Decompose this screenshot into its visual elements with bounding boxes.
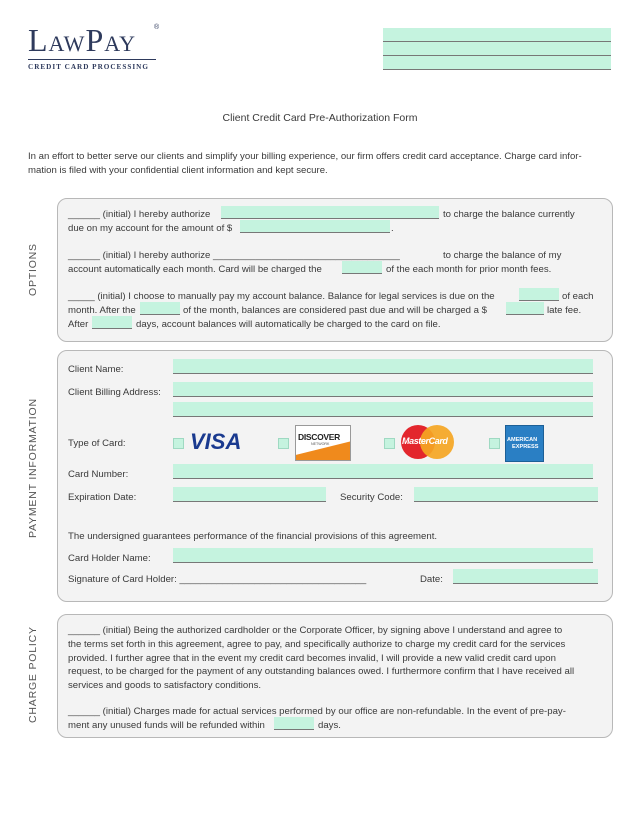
option-3-text-b: of each [562, 291, 594, 302]
policy-1-line-5: services and goods to satisfactory conditions. [68, 680, 262, 691]
option-1-amount-field[interactable] [240, 220, 390, 233]
option-1-text-a: ______ (initial) I hereby authorize [68, 209, 211, 220]
amex-text-2: EXPRESS [512, 444, 539, 450]
form-title: Client Credit Card Pre-Authorization Form [222, 112, 418, 124]
client-name-label: Client Name: [68, 364, 124, 375]
discover-checkbox[interactable] [278, 438, 289, 449]
date-label: Date: [420, 574, 443, 585]
option-3-text-c: month. After the [68, 305, 136, 316]
firm-info-field-3[interactable] [383, 56, 611, 70]
security-code-label: Security Code: [340, 492, 403, 503]
discover-logo-text: DISCOVER [298, 432, 340, 442]
option-3-text-g: days, account balances will automatically be charged to the card on file. [136, 319, 441, 330]
policy-1-line-4: request, to be charged for the payment of any outstanding balances owed. I furthermore confirm that I have received all [68, 666, 575, 677]
guarantee-text: The undersigned guarantees performance of the financial provisions of this agreement. [68, 531, 438, 542]
option-2-day-field[interactable] [342, 261, 382, 274]
amex-logo [505, 425, 544, 462]
option-1-text-b: to charge the balance currently [443, 209, 575, 220]
discover-network-text: NETWORK [311, 442, 330, 446]
option-3-text-d: of the month, balances are considered past due and will be charged a $ [183, 305, 488, 316]
policy-2-text-a: ment any unused funds will be refunded within [68, 720, 265, 731]
client-name-field[interactable] [173, 359, 593, 374]
policy-section-label: CHARGE POLICY [27, 626, 39, 723]
card-holder-name-field[interactable] [173, 548, 593, 563]
option-3-pastdue-field[interactable] [140, 302, 180, 315]
mastercard-logo [401, 425, 455, 459]
refund-days-field[interactable] [274, 717, 314, 730]
policy-1-line-3: provided. I further agree that in the event my credit card becomes invalid, I will provide a new valid credit card upon [68, 653, 556, 664]
lawpay-logo [28, 22, 168, 74]
policy-1-line-2: the terms set forth in this agreement, agree to pay, and specifically authorize to charge my credit card for the services [68, 639, 566, 650]
expiration-date-label: Expiration Date: [68, 492, 137, 503]
card-holder-name-label: Card Holder Name: [68, 553, 151, 564]
option-2-text-d: of the each month for prior month fees. [386, 264, 552, 275]
option-1-text-d: . [391, 223, 394, 234]
expiration-date-field[interactable] [173, 487, 326, 502]
option-3-latefee-field[interactable] [506, 302, 544, 315]
option-3-days-field[interactable] [92, 316, 132, 329]
discover-logo [295, 425, 351, 461]
firm-info-field-1[interactable] [383, 28, 611, 42]
option-2-text-b: to charge the balance of my [443, 250, 562, 261]
intro-line-2: mation is filed with your confidential client information and kept secure. [28, 165, 328, 176]
logo-rule [28, 59, 156, 60]
option-3-due-field[interactable] [519, 288, 559, 301]
options-section-label: OPTIONS [27, 243, 39, 296]
amex-text-1: AMERICAN [507, 437, 538, 443]
logo-registered-mark: ® [154, 24, 160, 31]
option-2-text-a: ______ (initial) I hereby authorize ___________________________________ [68, 250, 400, 261]
option-1-authorize-field[interactable] [221, 206, 439, 219]
option-3-text-e: late fee. [547, 305, 582, 316]
signature-label: Signature of Card Holder: ___________________________________ [68, 574, 367, 585]
type-of-card-label: Type of Card: [68, 438, 126, 449]
visa-checkbox[interactable] [173, 438, 184, 449]
logo-subtitle: CREDIT CARD PROCESSING [28, 63, 149, 71]
payment-section-label: PAYMENT INFORMATION [27, 398, 39, 538]
visa-logo: VISA [190, 429, 242, 454]
option-1-text-c: due on my account for the amount of $ [68, 223, 233, 234]
billing-address-field-2[interactable] [173, 402, 593, 417]
date-field[interactable] [453, 569, 598, 584]
billing-address-label: Client Billing Address: [68, 387, 161, 398]
intro-line-1: In an effort to better serve our clients and simplify your billing experience, our firm offers credit card acceptance. Charge card infor- [28, 151, 582, 162]
mastercard-text: MasterCard [402, 436, 448, 446]
option-3-text-f: After [68, 319, 89, 330]
policy-2-text-b: days. [318, 720, 341, 731]
card-number-field[interactable] [173, 464, 593, 479]
amex-checkbox[interactable] [489, 438, 500, 449]
firm-info-field-2[interactable] [383, 42, 611, 56]
billing-address-field-1[interactable] [173, 382, 593, 397]
option-2-text-c: account automatically each month. Card will be charged the [68, 264, 322, 275]
option-3-text-a: _____ (initial) I choose to manually pay my account balance. Balance for legal services is due on the [68, 291, 495, 302]
card-number-label: Card Number: [68, 469, 129, 480]
logo-word: LawPay [28, 22, 136, 58]
security-code-field[interactable] [414, 487, 598, 502]
policy-1-line-1: ______ (initial) Being the authorized cardholder or the Corporate Officer, by signing above I understand and agree to [68, 625, 563, 636]
policy-2-line-1: ______ (initial) Charges made for actual services performed by our office are non-refundable. In the event of pre-pay- [68, 706, 566, 717]
mastercard-checkbox[interactable] [384, 438, 395, 449]
